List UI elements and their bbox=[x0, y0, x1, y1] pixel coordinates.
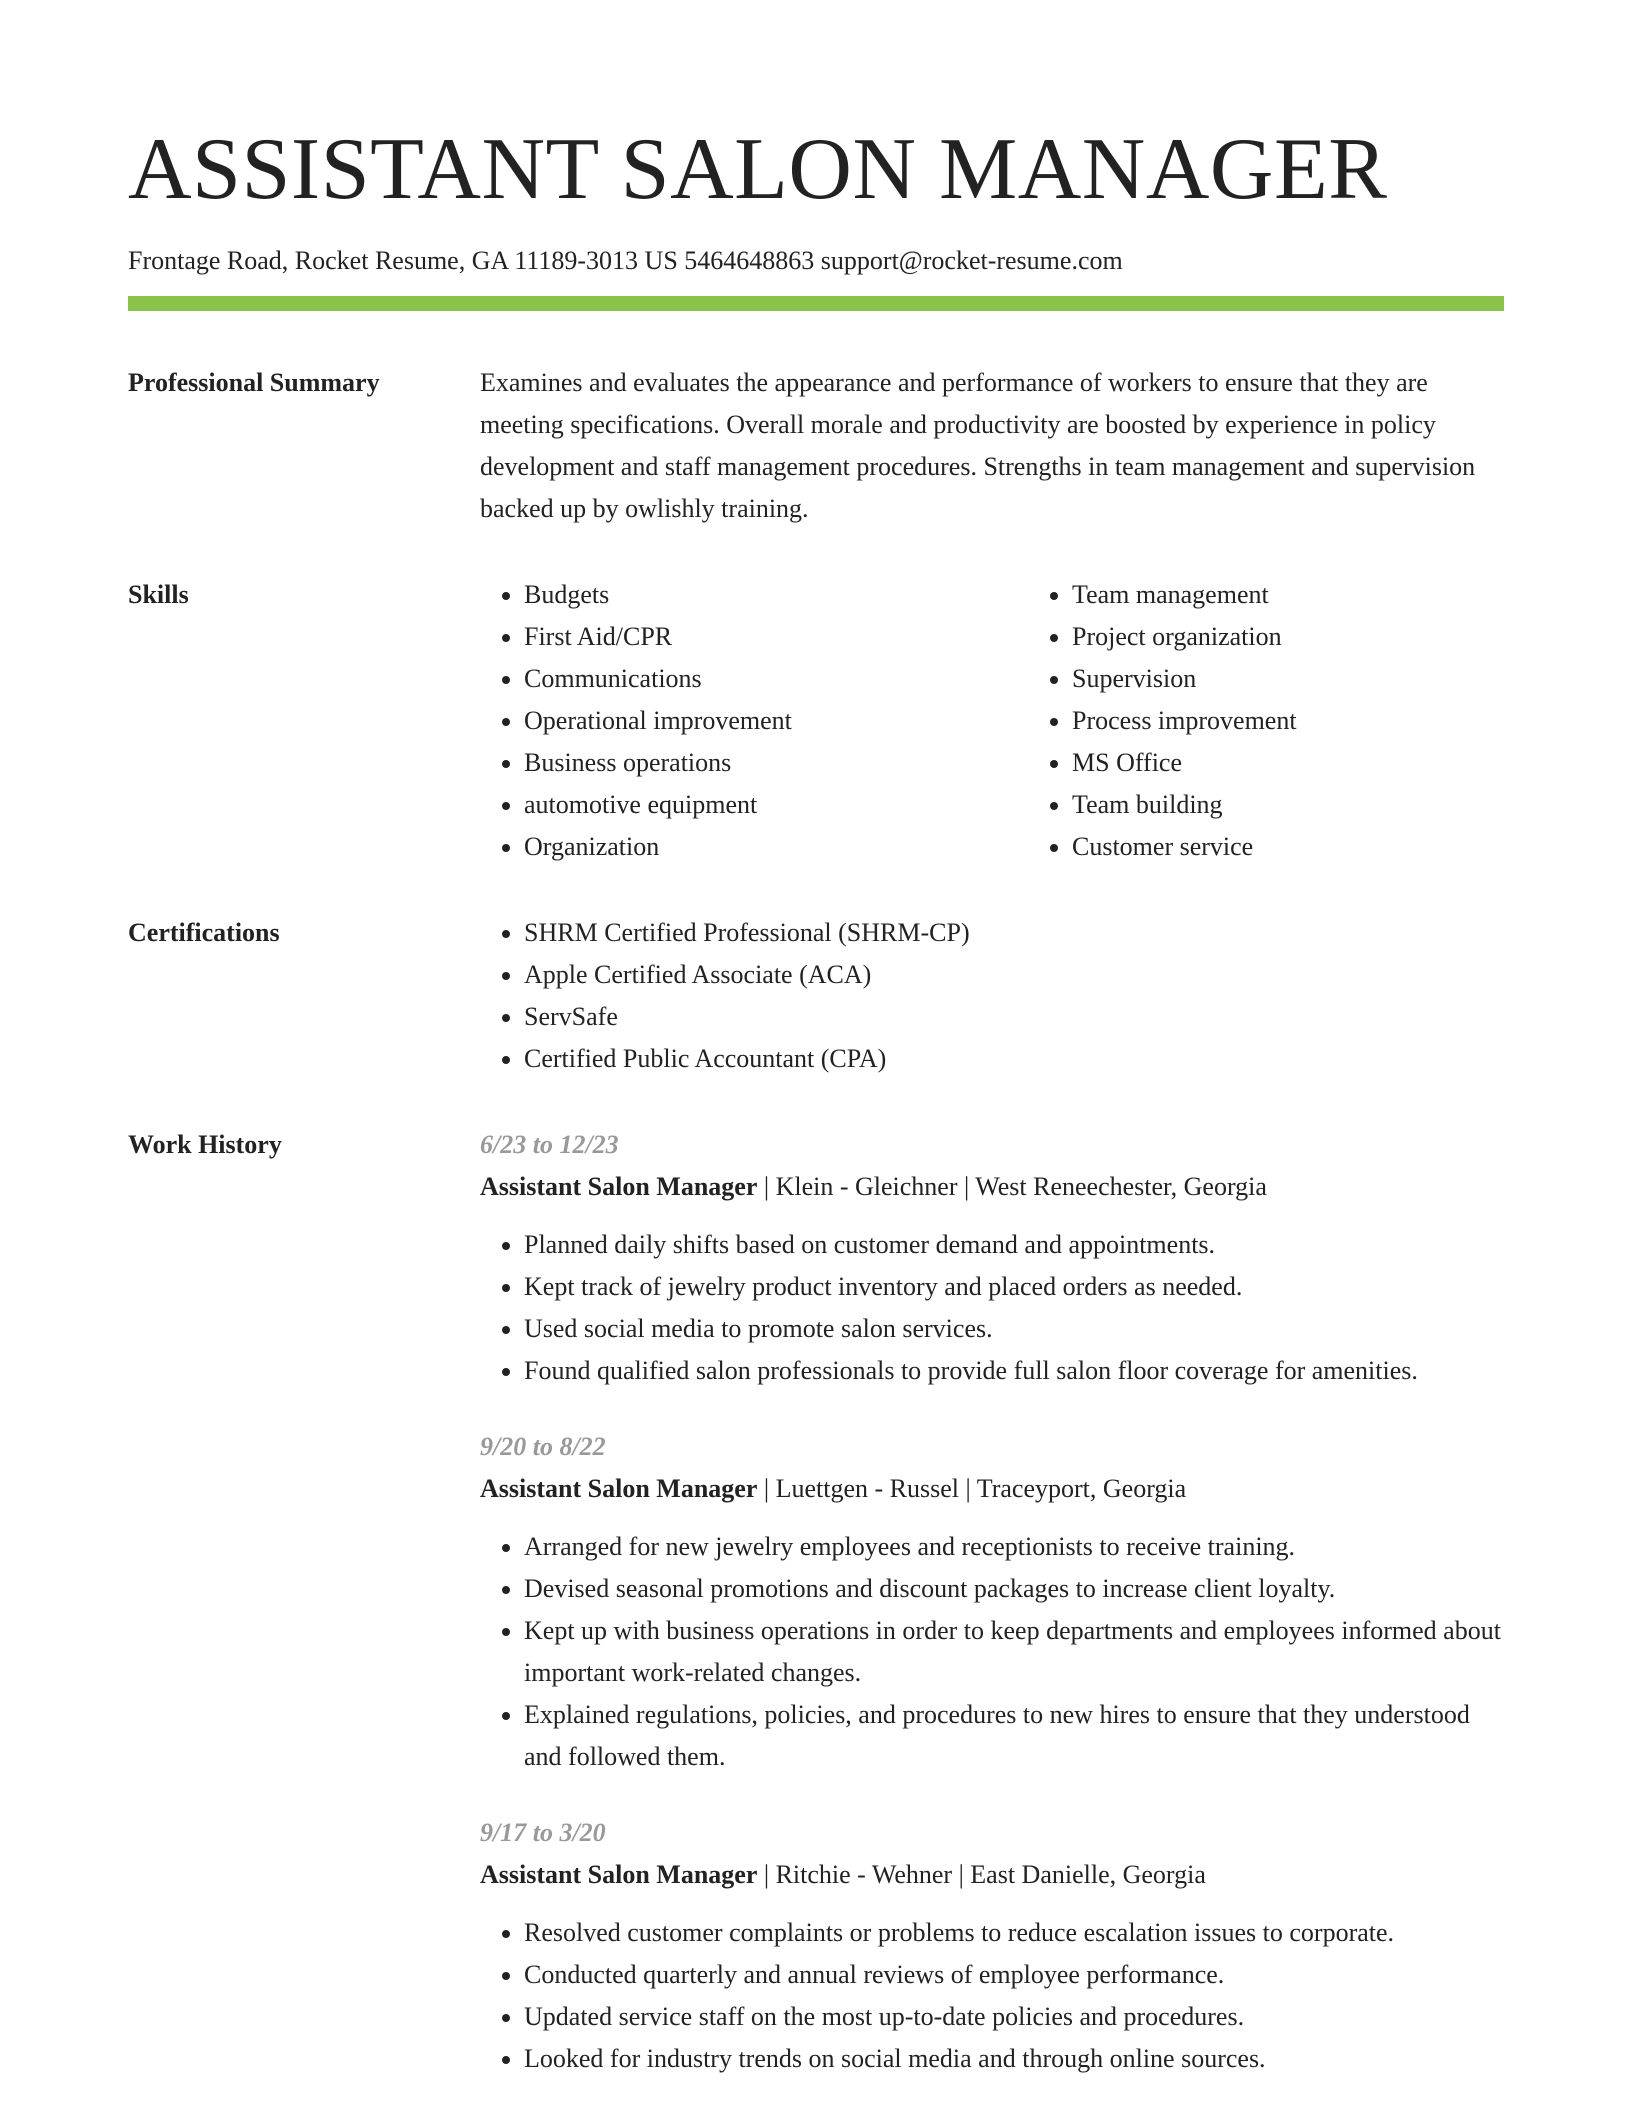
separator: | bbox=[957, 1172, 976, 1201]
section-title: Professional Summary bbox=[128, 368, 380, 397]
skill-item: • Supervision bbox=[1072, 658, 1576, 700]
summary-body bbox=[480, 362, 1504, 530]
certifications-list bbox=[480, 912, 1504, 1080]
certification-item: • Apple Certified Associate (ACA) bbox=[524, 954, 1504, 996]
job-bullet: • Devised seasonal promotions and discount packages to increase client loyalty. bbox=[524, 1568, 1504, 1610]
skill-item: • First Aid/CPR bbox=[524, 616, 1028, 658]
summary-text: Examines and evaluates the appearance and performance of workers to ensure that they are meeting specifications. Overall morale and productivity are boosted by experience in policy development and staff management procedures. Strengths in team management and supervision backed up by owlishly training. bbox=[480, 368, 1476, 523]
job-bullet: • Kept up with business operations in order to keep departments and employees informed about important work-related changes. bbox=[524, 1610, 1504, 1694]
section-title: Work History bbox=[128, 1130, 282, 1159]
separator: | bbox=[959, 1474, 977, 1503]
section-title: Certifications bbox=[128, 918, 280, 947]
job-bullet: • Planned daily shifts based on customer demand and appointments. bbox=[524, 1224, 1504, 1266]
job-company: Ritchie - Wehner bbox=[775, 1860, 953, 1889]
skill-item: • Organization bbox=[524, 826, 1028, 868]
resume-name: ASSISTANT SALON MANAGER bbox=[128, 121, 1388, 218]
job-entry bbox=[480, 1426, 1504, 1778]
job-location: Traceyport, Georgia bbox=[976, 1474, 1187, 1503]
job-dates: 6/23 to 12/23 bbox=[480, 1130, 619, 1159]
skills-column-1 bbox=[480, 574, 1028, 868]
job-heading bbox=[480, 1166, 1504, 1208]
skill-item: • Communications bbox=[524, 658, 1028, 700]
job-bullet: • Used social media to promote salon services. bbox=[524, 1308, 1504, 1350]
separator: | bbox=[757, 1860, 776, 1889]
job-title: Assistant Salon Manager bbox=[480, 1860, 758, 1889]
certifications-body bbox=[480, 912, 1504, 1080]
certification-item: • Certified Public Accountant (CPA) bbox=[524, 1038, 1504, 1080]
skill-item: • Team building bbox=[1072, 784, 1576, 826]
job-company: Klein - Gleichner bbox=[775, 1172, 958, 1201]
job-bullets bbox=[480, 1526, 1504, 1778]
job-entry bbox=[480, 1124, 1504, 1392]
job-bullet: • Found qualified salon professionals to provide full salon floor coverage for amenities. bbox=[524, 1350, 1504, 1392]
work-history-body bbox=[480, 1124, 1504, 2080]
skill-item: • Operational improvement bbox=[524, 700, 1028, 742]
summary-section bbox=[128, 362, 1504, 530]
skill-item: • Team management bbox=[1072, 574, 1576, 616]
job-bullet: • Looked for industry trends on social media and through online sources. bbox=[524, 2038, 1504, 2080]
contact-info: Frontage Road, Rocket Resume, GA 11189-3013 US 5464648863 support@rocket-resume.com bbox=[128, 246, 1123, 275]
job-bullet: • Arranged for new jewelry employees and receptionists to receive training. bbox=[524, 1526, 1504, 1568]
skill-item: • Customer service bbox=[1072, 826, 1576, 868]
job-bullet: • Resolved customer complaints or problems to reduce escalation issues to corporate. bbox=[524, 1912, 1504, 1954]
certification-item: • SHRM Certified Professional (SHRM-CP) bbox=[524, 912, 1504, 954]
skill-item: • MS Office bbox=[1072, 742, 1576, 784]
section-title: Skills bbox=[128, 580, 189, 609]
job-title: Assistant Salon Manager bbox=[480, 1474, 758, 1503]
separator: | bbox=[952, 1860, 971, 1889]
job-location: East Danielle, Georgia bbox=[970, 1860, 1206, 1889]
job-bullets bbox=[480, 1912, 1504, 2080]
job-bullet: • Updated service staff on the most up-to-date policies and procedures. bbox=[524, 1996, 1504, 2038]
skill-item: • automotive equipment bbox=[524, 784, 1028, 826]
skills-column-2 bbox=[1028, 574, 1576, 868]
skill-item: • Project organization bbox=[1072, 616, 1576, 658]
job-company: Luettgen - Russel bbox=[775, 1474, 959, 1503]
skills-section bbox=[128, 574, 1504, 868]
certifications-section bbox=[128, 912, 1504, 1080]
skills-list bbox=[480, 574, 1576, 868]
separator: | bbox=[757, 1474, 776, 1503]
job-dates: 9/20 to 8/22 bbox=[480, 1432, 606, 1461]
job-title: Assistant Salon Manager bbox=[480, 1172, 758, 1201]
job-heading bbox=[480, 1468, 1504, 1510]
skill-item: • Budgets bbox=[524, 574, 1028, 616]
job-dates: 9/17 to 3/20 bbox=[480, 1818, 606, 1847]
job-entry bbox=[480, 1812, 1504, 2080]
job-bullets bbox=[480, 1224, 1504, 1392]
job-bullet: • Kept track of jewelry product inventory and placed orders as needed. bbox=[524, 1266, 1504, 1308]
resume-page bbox=[128, 0, 1504, 2080]
job-bullet: • Conducted quarterly and annual reviews of employee performance. bbox=[524, 1954, 1504, 1996]
skill-item: • Process improvement bbox=[1072, 700, 1576, 742]
job-location: West Reneechester, Georgia bbox=[975, 1172, 1267, 1201]
header-divider bbox=[128, 296, 1504, 311]
job-bullet: • Explained regulations, policies, and procedures to new hires to ensure that they understood and followed them. bbox=[524, 1694, 1504, 1778]
certification-item: • ServSafe bbox=[524, 996, 1504, 1038]
skill-item: • Business operations bbox=[524, 742, 1028, 784]
job-heading bbox=[480, 1854, 1504, 1896]
separator: | bbox=[757, 1172, 776, 1201]
work-history-section bbox=[128, 1124, 1504, 2080]
